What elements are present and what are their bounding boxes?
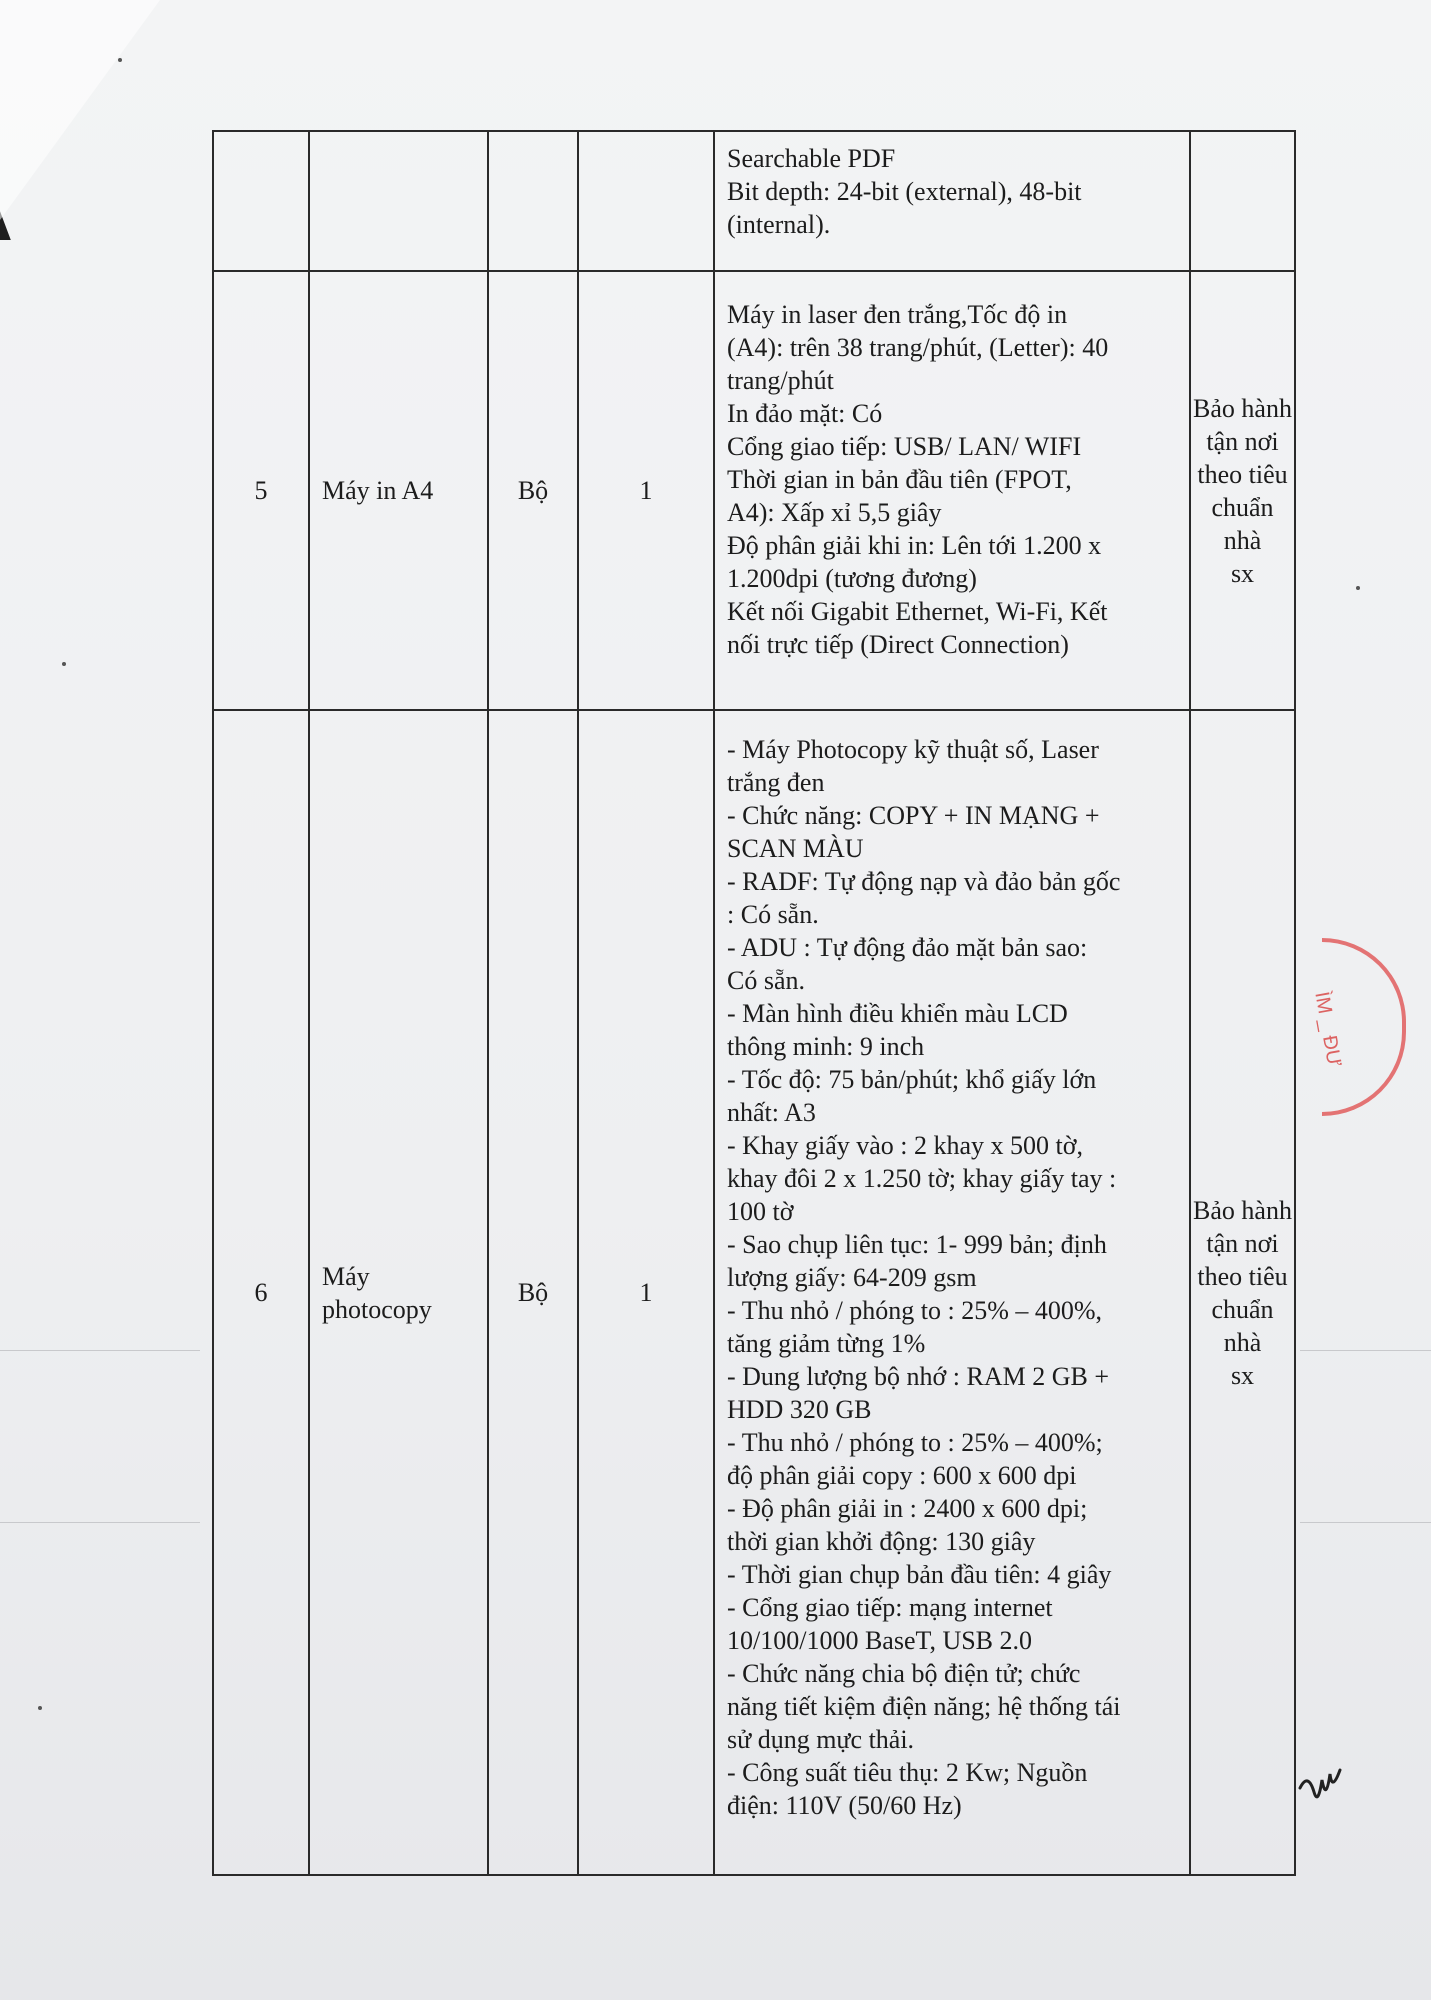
scan-line xyxy=(1300,1350,1431,1351)
row-number: 6 xyxy=(213,710,309,1875)
table-row xyxy=(213,131,1295,271)
stamp-text: ÌM _ ĐƯ xyxy=(1310,990,1346,1069)
item-specification-line: Kết nối Gigabit Ethernet, Wi-Fi, Kết xyxy=(727,597,1108,626)
item-name xyxy=(309,131,488,271)
item-specification-line: - Màn hình điều khiển màu LCD xyxy=(727,999,1068,1028)
scan-line xyxy=(1300,1522,1431,1523)
item-specification-line: nối trực tiếp (Direct Connection) xyxy=(727,630,1069,659)
item-specification-line: trắng đen xyxy=(727,768,825,797)
item-specification-line: - ADU : Tự động đảo mặt bản sao: xyxy=(727,933,1088,962)
item-specification xyxy=(714,710,1190,1875)
dust-speck xyxy=(38,1706,42,1710)
item-warranty-line: tận nơi xyxy=(1206,1228,1279,1258)
item-specification-line: - Khay giấy vào : 2 khay x 500 tờ, xyxy=(727,1131,1084,1160)
item-specification-line: 1.200dpi (tương đương) xyxy=(727,564,977,593)
item-name xyxy=(309,710,488,1875)
item-specification-line: In đảo mặt: Có xyxy=(727,399,883,428)
item-warranty-line: chuẩn nhà xyxy=(1211,1294,1274,1357)
item-warranty-line: sx xyxy=(1230,1360,1255,1390)
item-specification-line: Máy in laser đen trắng,Tốc độ in xyxy=(727,300,1068,329)
item-unit: Bộ xyxy=(488,710,578,1875)
item-warranty-line: tận nơi xyxy=(1206,426,1279,456)
item-quantity: 1 xyxy=(578,710,714,1875)
item-warranty-line: sx xyxy=(1230,558,1255,588)
dust-speck xyxy=(62,662,66,666)
item-specification-line: khay đôi 2 x 1.250 tờ; khay giấy tay : xyxy=(727,1164,1117,1193)
row-number xyxy=(213,131,309,271)
item-specification-line: - Công suất tiêu thụ: 2 Kw; Nguồn xyxy=(727,1758,1088,1787)
item-specification-line: A4): Xấp xỉ 5,5 giây xyxy=(727,498,942,527)
item-specification-line: Thời gian in bản đầu tiên (FPOT, xyxy=(727,465,1072,494)
item-specification-line: - Độ phân giải in : 2400 x 600 dpi; xyxy=(727,1494,1088,1523)
item-specification-line: Searchable PDF xyxy=(727,144,896,173)
item-specification xyxy=(714,271,1190,710)
item-specification-line: năng tiết kiệm điện năng; hệ thống tái xyxy=(727,1692,1121,1721)
item-specification-line: thời gian khởi động: 130 giây xyxy=(727,1527,1036,1556)
item-specification-line: HDD 320 GB xyxy=(727,1395,872,1424)
table-row xyxy=(213,710,1295,1875)
scan-line xyxy=(0,1350,200,1351)
item-quantity xyxy=(578,131,714,271)
item-specification-line: - Chức năng chia bộ điện tử; chức xyxy=(727,1659,1081,1688)
item-specification-line: - RADF: Tự động nạp và đảo bản gốc xyxy=(727,867,1121,896)
item-warranty xyxy=(1190,710,1295,1875)
item-specification-line: - Cổng giao tiếp: mạng internet xyxy=(727,1593,1053,1622)
item-specification-line: - Dung lượng bộ nhớ : RAM 2 GB + xyxy=(727,1362,1109,1391)
item-specification-line: - Thu nhỏ / phóng to : 25% – 400%, xyxy=(727,1296,1103,1325)
item-warranty xyxy=(1190,271,1295,710)
item-specification-line: - Thời gian chụp bản đầu tiên: 4 giây xyxy=(727,1560,1112,1589)
item-specification-line: Độ phân giải khi in: Lên tới 1.200 x xyxy=(727,531,1102,560)
item-specification xyxy=(714,131,1190,271)
handwritten-initial xyxy=(1296,1762,1346,1814)
dust-speck xyxy=(118,58,122,62)
item-specification-line: Có sẵn. xyxy=(727,966,805,995)
item-specification-line: - Thu nhỏ / phóng to : 25% – 400%; xyxy=(727,1428,1103,1457)
item-unit xyxy=(488,131,578,271)
item-specification-line: (A4): trên 38 trang/phút, (Letter): 40 xyxy=(727,333,1109,362)
equipment-table xyxy=(212,130,1296,1876)
item-specification-line: SCAN MÀU xyxy=(727,834,864,863)
item-specification-line: sử dụng mực thải. xyxy=(727,1725,915,1754)
item-specification-line: : Có sẵn. xyxy=(727,900,819,929)
scan-line xyxy=(0,1522,200,1523)
item-warranty-line: Bảo hành xyxy=(1193,393,1292,423)
item-specification-line: độ phân giải copy : 600 x 600 dpi xyxy=(727,1461,1077,1490)
dust-speck xyxy=(1356,586,1360,590)
item-specification-line: - Sao chụp liên tục: 1- 999 bản; định xyxy=(727,1230,1107,1259)
item-specification-line: trang/phút xyxy=(727,366,834,395)
item-warranty-line: chuẩn nhà xyxy=(1211,492,1274,555)
item-unit: Bộ xyxy=(488,271,578,710)
item-warranty xyxy=(1190,131,1295,271)
item-specification-line: 10/100/1000 BaseT, USB 2.0 xyxy=(727,1626,1033,1655)
item-specification-line: lượng giấy: 64-209 gsm xyxy=(727,1263,977,1292)
item-specification-line: thông minh: 9 inch xyxy=(727,1032,925,1061)
item-specification-line: điện: 110V (50/60 Hz) xyxy=(727,1791,962,1820)
item-specification-line: - Tốc độ: 75 bản/phút; khổ giấy lớn xyxy=(727,1065,1097,1094)
table-row xyxy=(213,271,1295,710)
item-specification-line: 100 tờ xyxy=(727,1197,794,1226)
item-specification-line: (internal). xyxy=(727,210,831,239)
item-warranty-line: Bảo hành xyxy=(1193,1195,1292,1225)
item-specification-line: Cổng giao tiếp: USB/ LAN/ WIFI xyxy=(727,432,1082,461)
item-quantity: 1 xyxy=(578,271,714,710)
item-specification-line: - Máy Photocopy kỹ thuật số, Laser xyxy=(727,735,1099,764)
item-warranty-line: theo tiêu xyxy=(1197,459,1288,489)
item-name-line: Máy xyxy=(322,1261,370,1291)
item-warranty-line: theo tiêu xyxy=(1197,1261,1288,1291)
item-specification-line: nhất: A3 xyxy=(727,1098,816,1127)
item-specification-line: Bit depth: 24-bit (external), 48-bit xyxy=(727,177,1082,206)
item-name: Máy in A4 xyxy=(309,271,488,710)
item-specification-line: - Chức năng: COPY + IN MẠNG + xyxy=(727,801,1100,830)
item-name-line: photocopy xyxy=(322,1294,432,1324)
row-number: 5 xyxy=(213,271,309,710)
item-specification-line: tăng giảm từng 1% xyxy=(727,1329,926,1358)
